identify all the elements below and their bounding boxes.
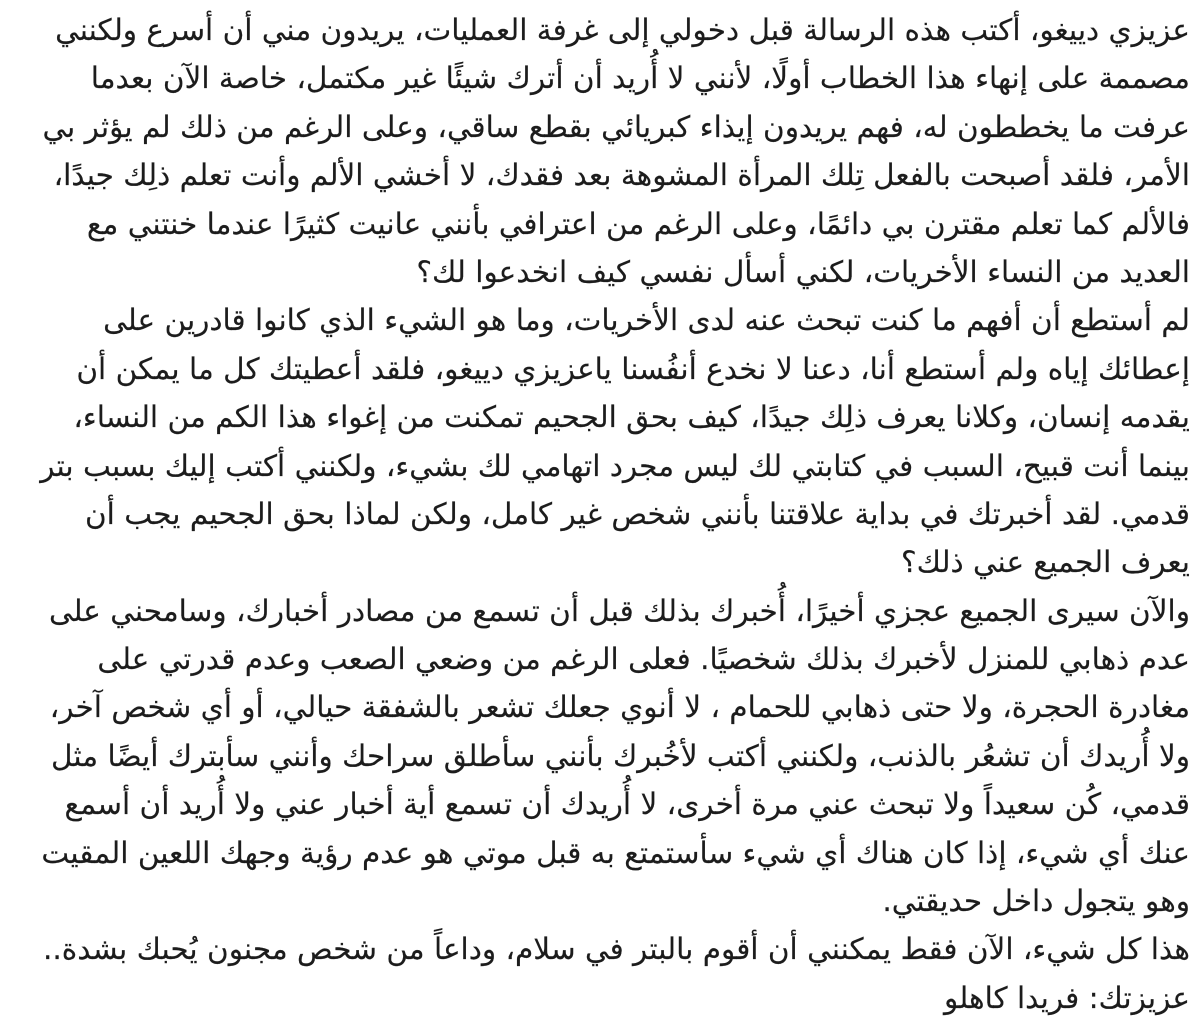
letter-line: فالألم كما تعلم مقترن بي دائمًا، وعلى الرغم من اعترافي بأنني عانيت كثيرًا عندما خنتني مع — [86, 206, 1190, 241]
letter-line: قدمي. لقد أخبرتك في بداية علاقتنا بأنني شخص غير كامل، ولكن لماذا بحق الجحيم يجب أن — [85, 496, 1190, 531]
letter-line: وهو يتجول داخل حديقتي. — [882, 884, 1190, 919]
letter-line: إعطائك إياه ولم أستطع أنا، دعنا لا نخدع أنفُسنا ياعزيزي دييغو، فلقد أعطيتك كل ما يمكن أن — [76, 351, 1190, 386]
letter-line: عزيزي دييغو، أكتب هذه الرسالة قبل دخولي إلى غرفة العمليات، يريدون مني أن أسرع ولكنني — [55, 13, 1190, 47]
letter-signature: عزيزتك: فريدا كاهلو — [944, 980, 1190, 1015]
letter-line: لم أستطع أن أفهم ما كنت تبحث عنه لدى الأخريات، وما هو الشيء الذي كانوا قادرين على — [103, 303, 1190, 338]
letter-line: العديد من النساء الأخريات، لكني أسأل نفسي كيف انخدعوا لك؟ — [416, 254, 1190, 289]
letter-line: قدمي، كُن سعيداً ولا تبحث عني مرة أخرى، لا أُريدك أن تسمع أية أخبار عني ولا أُريد أن أسمع — [64, 787, 1190, 822]
letter-line: يعرف الجميع عني ذلك؟ — [900, 545, 1190, 580]
letter-line: عرفت ما يخططون له، فهم يريدون إيذاء كبريائي بقطع ساقي، وعلى الرغم من ذلك لم يؤثر بي — [42, 109, 1190, 144]
letter-line: عنك أي شيء، إذا كان هناك أي شيء سأستمتع به قبل موتي هو عدم رؤية وجهك اللعين المقيت — [41, 835, 1190, 870]
letter-line: والآن سيرى الجميع عجزي أخيرًا، أُخبرك بذلك قبل أن تسمع من مصادر أخبارك، وسامحني على — [48, 593, 1190, 628]
letter-line: عدم ذهابي للمنزل لأخبرك بذلك شخصيًا. فعلى الرغم من وضعي الصعب وعدم قدرتي على — [97, 642, 1190, 677]
letter-text — [8, 6, 1190, 1022]
letter-line: هذا كل شيء، الآن فقط يمكنني أن أقوم بالبتر في سلام، وداعاً من شخص مجنون يُحبك بشدة.. — [43, 932, 1190, 967]
letter-line: مصممة على إنهاء هذا الخطاب أولًا، لأنني لا أُريد أن أترك شيئًا غير مكتمل، خاصة الآن بعدما — [90, 61, 1190, 96]
letter-line: مغادرة الحجرة، ولا حتى ذهابي للحمام ، لا أنوي جعلك تشعر بالشفقة حيالي، أو أي شخص آخر، — [49, 690, 1190, 725]
letter-line: بينما أنت قبيح، السبب في كتابتي لك ليس مجرد اتهامي لك بشيء، ولكنني أكتب إليك بسبب بتر — [40, 448, 1190, 483]
letter-line: يقدمه إنسان، وكلانا يعرف ذلِك جيدًا، كيف بحق الجحيم تمكنت من إغواء هذا الكم من النساء، — [73, 400, 1190, 435]
letter-line: الأمر، فلقد أصبحت بالفعل تِلك المرأة المشوهة بعد فقدك، لا أخشي الألم وأنت تعلم ذلِك جيدًا، — [53, 158, 1190, 193]
letter-line: ولا أُريدك أن تشعُر بالذنب، ولكنني أكتب لأخُبرك بأنني سأطلق سراحك وأنني سأبترك أيضًا مثل — [51, 738, 1190, 773]
